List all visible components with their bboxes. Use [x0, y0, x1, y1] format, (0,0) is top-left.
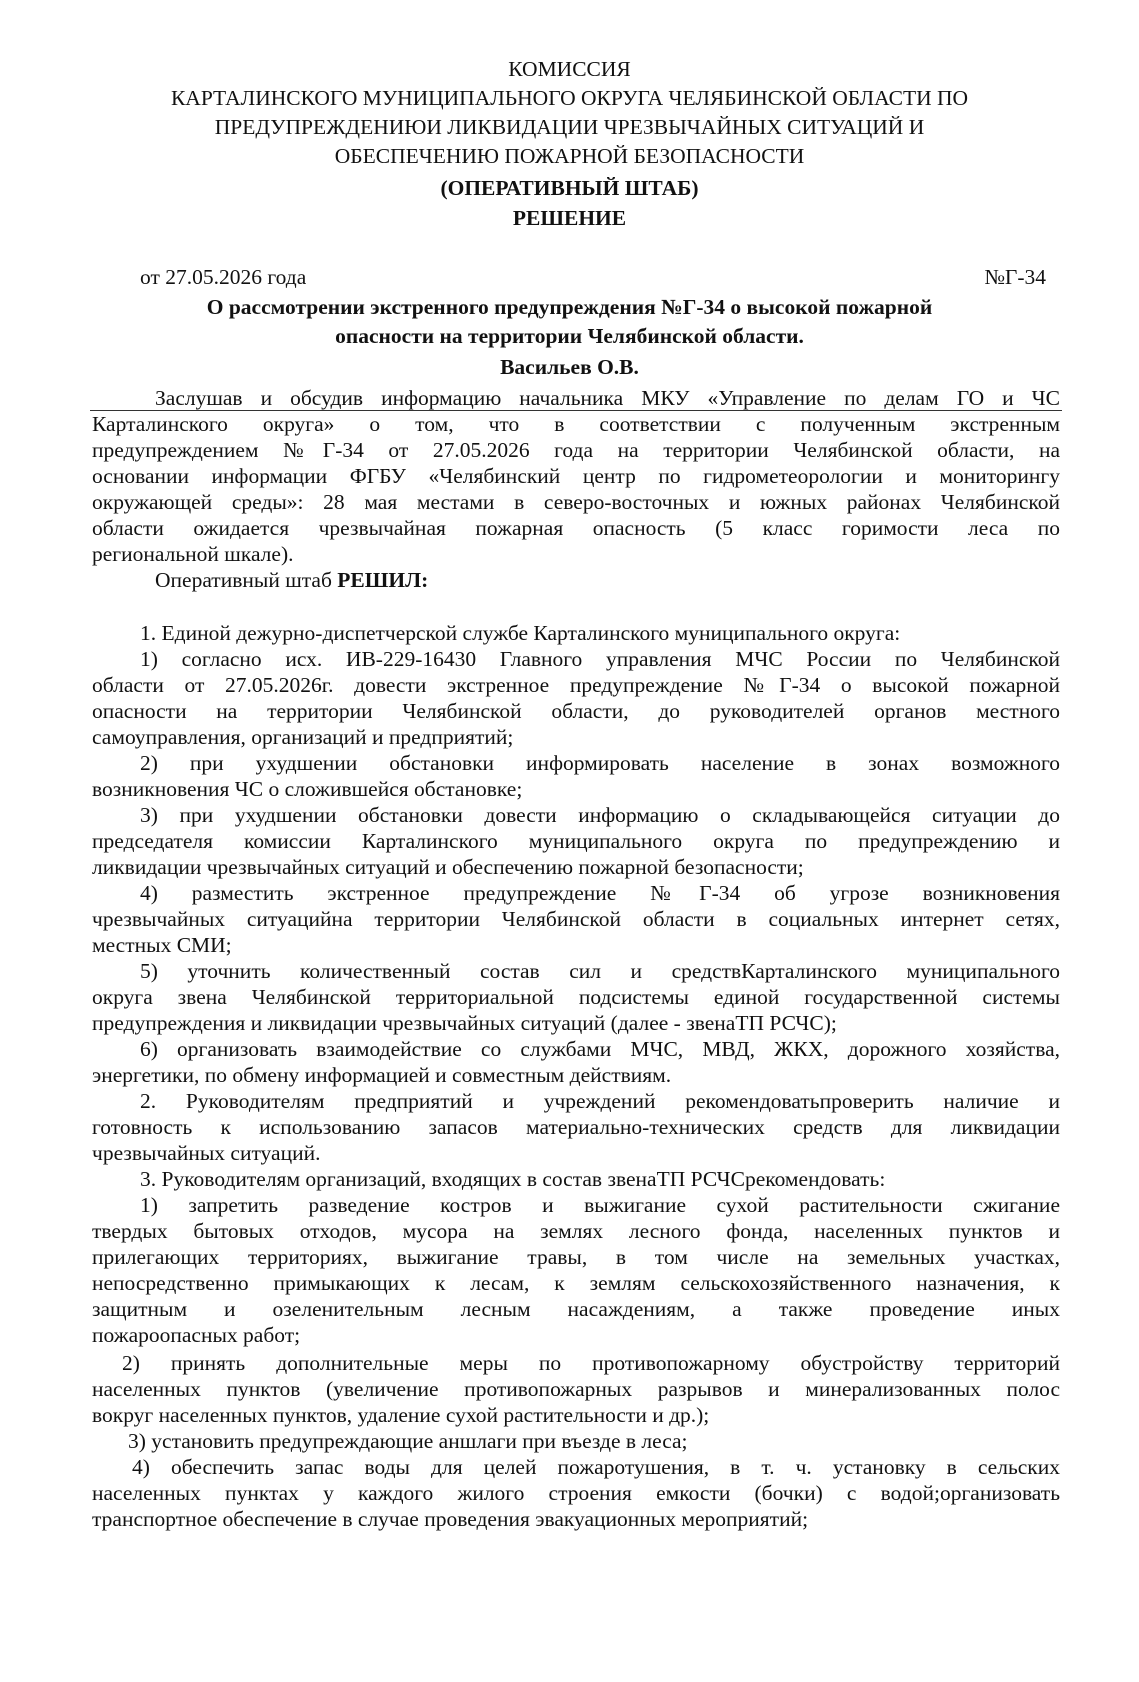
subject-line: О рассмотрении экстренного предупреждения №Г-34 о высокой пожарной: [206, 295, 933, 319]
item-1-3-line: председателя комиссии Карталинского муниципального округа по предупреждению и: [92, 829, 1060, 853]
item-3-1-line: пожароопасных работ;: [92, 1323, 301, 1347]
item-3-1-line: защитным и озеленительным лесным насаждениям, а также проведение иных: [92, 1297, 1060, 1321]
item-1-5-line: 5) уточнить количественный состав сил и средствКарталинского муниципального: [140, 959, 1060, 983]
item-2-line: 2. Руководителям предприятий и учреждений рекомендоватьпроверить наличие и: [140, 1089, 1060, 1113]
intro-line: окружающей среды»: 28 мая местами в северо-восточных и южных районах Челябинской: [92, 490, 1060, 514]
intro-line: области ожидается чрезвычайная пожарная опасность (5 класс горимости леса по: [92, 516, 1060, 540]
intro-line: Заслушав и обсудив информацию начальника МКУ «Управление по делам ГО и ЧС: [155, 386, 1060, 410]
decision-prefix: Оперативный штаб: [155, 568, 338, 592]
item-1-1-line: самоуправления, организаций и предприятий;: [92, 725, 514, 749]
item-1-1-line: области от 27.05.2026г. довести экстренное предупреждение №Г-34 о высокой пожарной: [92, 673, 1060, 697]
item-3-4-line: 4) обеспечить запас воды для целей пожаротушения, в т. ч. установку в сельских: [132, 1455, 1060, 1479]
item-1-6-line: 6) организовать взаимодействие со службами МЧС, МВД, ЖКХ, дорожного хозяйства,: [140, 1037, 1060, 1061]
item-1-4-line: местных СМИ;: [92, 933, 232, 957]
item-3-2-line: вокруг населенных пунктов, удаление сухой растительности и др.);: [92, 1403, 710, 1427]
item-3-2-line: 2) принять дополнительные меры по противопожарному обустройству территорий: [122, 1351, 1060, 1375]
intro-line: региональной шкале).: [92, 542, 294, 566]
item-1-4-line: 4) разместить экстренное предупреждение №Г-34 об угрозе возникновения: [140, 881, 1060, 905]
item-1-1-line: опасности на территории Челябинской области, до руководителей органов местного: [92, 699, 1060, 723]
item-1-4-line: чрезвычайных ситуацийна территории Челябинской области в социальных интернет сетях,: [92, 907, 1060, 931]
item-3-1-line: прилегающих территориях, выжигание травы, в том числе на земельных участках,: [92, 1245, 1060, 1269]
item-3-1-line: непосредственно примыкающих к лесам, к землям сельскохозяйственного назначения, к: [92, 1271, 1060, 1295]
document-date: от 27.05.2026 года: [140, 265, 307, 289]
item-3-1-line: твердых бытовых отходов, мусора на землях лесного фонда, населенных пунктов и: [92, 1219, 1060, 1243]
commission-title: КОМИССИЯ: [508, 57, 631, 81]
subject-author: Васильев О.В.: [500, 355, 639, 379]
item-1-5-line: предупреждения и ликвидации чрезвычайных ситуаций (далее - звенаТП РСЧС);: [92, 1011, 837, 1035]
item-1-3-line: 3) при ухудшении обстановки довести информацию о складывающейся ситуации до: [140, 803, 1060, 827]
document-type: РЕШЕНИЕ: [512, 206, 627, 230]
item-3-1-line: 1) запретить разведение костров и выжигание сухой растительности сжигание: [140, 1193, 1060, 1217]
item-3-3-line: 3) установить предупреждающие аншлаги при въезде в леса;: [128, 1429, 688, 1453]
item-1-2-line: возникновения ЧС о сложившейся обстановке;: [92, 777, 523, 801]
item-1-2-line: 2) при ухудшении обстановки информировать население в зонах возможного: [140, 751, 1060, 775]
item-1-6-line: энергетики, по обмену информацией и совместным действиям.: [92, 1063, 672, 1087]
commission-name-line: ПРЕДУПРЕЖДЕНИЮИ ЛИКВИДАЦИИ ЧРЕЗВЫЧАЙНЫХ СИТУАЦИЙ И: [214, 115, 925, 139]
item-1-1-line: 1) согласно исх. ИВ-229-16430 Главного управления МЧС России по Челябинской: [140, 647, 1060, 671]
commission-name-line: ОБЕСПЕЧЕНИЮ ПОЖАРНОЙ БЕЗОПАСНОСТИ: [334, 144, 805, 168]
item-3-4-line: транспортное обеспечение в случае проведения эвакуационных мероприятий;: [92, 1507, 809, 1531]
item-1-5-line: округа звена Челябинской территориальной подсистемы единой государственной системы: [92, 985, 1060, 1009]
decision-keyword: РЕШИЛ:: [337, 568, 429, 592]
intro-line: предупреждением №Г-34 от 27.05.2026 года на территории Челябинской области, на: [92, 438, 1060, 462]
intro-line: основании информации ФГБУ «Челябинский центр по гидрометеорологии и мониторингу: [92, 464, 1060, 488]
commission-name-line: КАРТАЛИНСКОГО МУНИЦИПАЛЬНОГО ОКРУГА ЧЕЛЯБИНСКОЙ ОБЛАСТИ ПО: [170, 86, 969, 110]
item-3-2-line: населенных пунктов (увеличение противопожарных разрывов и минерализованных полос: [92, 1377, 1060, 1401]
document-number: №Г-34: [984, 265, 1046, 289]
item-2-line: готовность к использованию запасов материально-технических средств для ликвидации: [92, 1115, 1060, 1139]
operational-hq-title: (ОПЕРАТИВНЫЙ ШТАБ): [440, 176, 699, 200]
item-3-4-line: населенных пунктах у каждого жилого строения емкости (бочки) с водой;организовать: [92, 1481, 1060, 1505]
item-2-line: чрезвычайных ситуаций.: [92, 1141, 321, 1165]
item-1-3-line: ликвидации чрезвычайных ситуаций и обеспечению пожарной безопасности;: [92, 855, 804, 879]
decision-statement: [155, 567, 428, 593]
item-3-title: 3. Руководителям организаций, входящих в состав звенаТП РСЧСрекомендовать:: [140, 1167, 886, 1191]
item-1-title: 1. Единой дежурно-диспетчерской службе Карталинского муниципального округа:: [140, 621, 901, 645]
subject-line: опасности на территории Челябинской области.: [335, 324, 804, 348]
intro-line: Карталинского округа» о том, что в соответствии с полученным экстренным: [92, 412, 1060, 436]
